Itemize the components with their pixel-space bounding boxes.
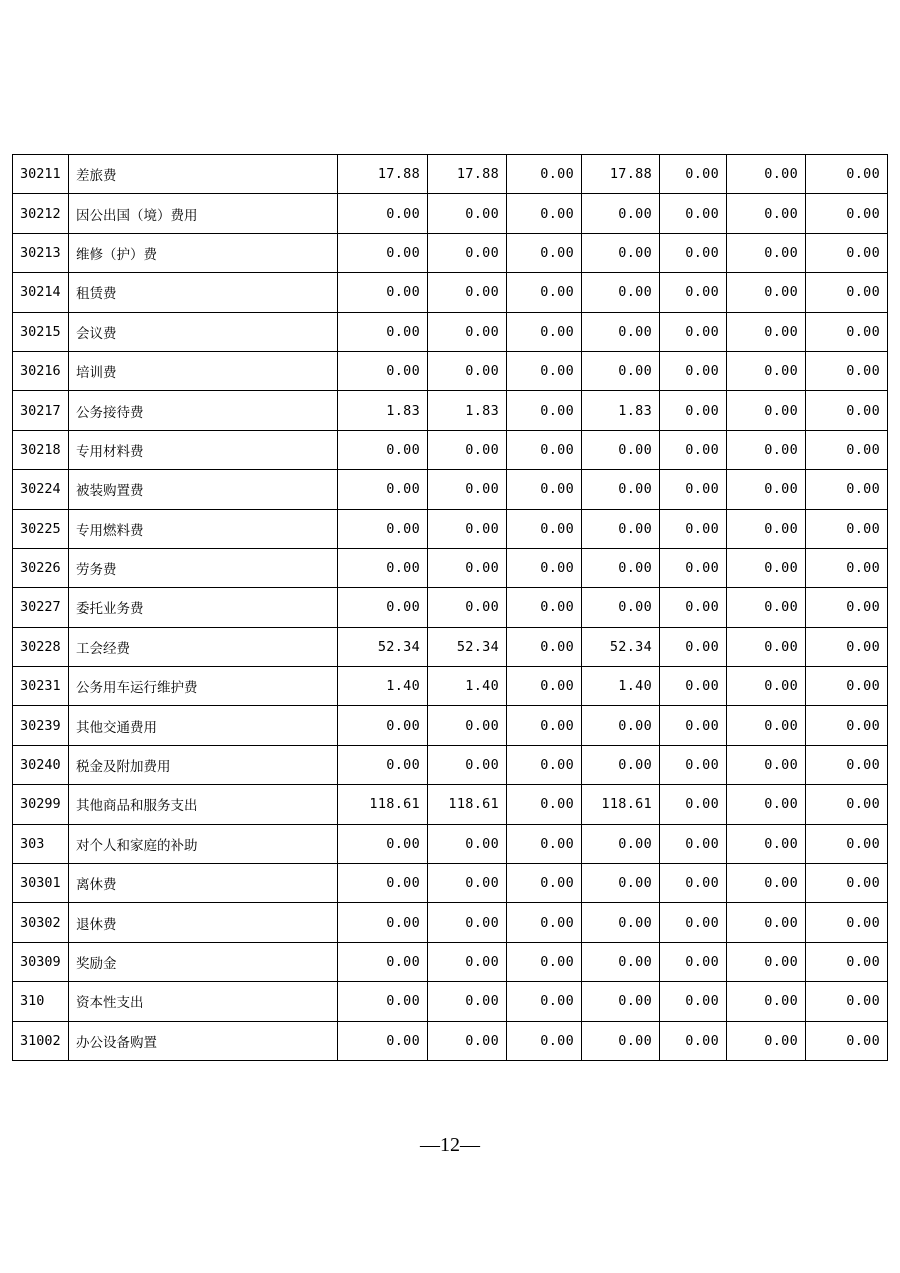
table-row: [13, 312, 888, 351]
amount-cell: 0.00: [806, 391, 888, 430]
account-name-cell: 被装购置费: [69, 470, 338, 509]
amount-cell: 0.00: [507, 942, 582, 981]
amount-cell: 0.00: [660, 430, 727, 469]
account-code-cell: 30217: [13, 391, 69, 430]
amount-cell: 0.00: [507, 194, 582, 233]
table-body: [13, 155, 888, 1061]
amount-cell: 0.00: [806, 155, 888, 194]
amount-cell: 52.34: [582, 627, 660, 666]
account-code-cell: 30224: [13, 470, 69, 509]
amount-cell: 0.00: [428, 430, 507, 469]
amount-cell: 0.00: [338, 470, 428, 509]
account-name-cell: 会议费: [69, 312, 338, 351]
table-row: [13, 430, 888, 469]
account-code-cell: 30214: [13, 273, 69, 312]
amount-cell: 0.00: [507, 155, 582, 194]
amount-cell: 0.00: [806, 509, 888, 548]
table-row: [13, 1021, 888, 1060]
account-code-cell: 303: [13, 824, 69, 863]
amount-cell: 0.00: [507, 667, 582, 706]
amount-cell: 0.00: [507, 1021, 582, 1060]
amount-cell: 0.00: [582, 1021, 660, 1060]
amount-cell: 0.00: [338, 903, 428, 942]
amount-cell: 0.00: [428, 273, 507, 312]
amount-cell: 0.00: [727, 233, 806, 272]
amount-cell: 0.00: [660, 706, 727, 745]
table-row: [13, 588, 888, 627]
account-name-cell: 公务接待费: [69, 391, 338, 430]
amount-cell: 0.00: [507, 509, 582, 548]
amount-cell: 0.00: [582, 982, 660, 1021]
amount-cell: 0.00: [338, 588, 428, 627]
amount-cell: 0.00: [727, 548, 806, 587]
amount-cell: 0.00: [582, 194, 660, 233]
account-code-cell: 30301: [13, 864, 69, 903]
amount-cell: 0.00: [806, 470, 888, 509]
amount-cell: 0.00: [582, 942, 660, 981]
amount-cell: 0.00: [507, 351, 582, 390]
amount-cell: 0.00: [806, 351, 888, 390]
amount-cell: 0.00: [582, 233, 660, 272]
amount-cell: 0.00: [428, 903, 507, 942]
amount-cell: 0.00: [507, 273, 582, 312]
amount-cell: 0.00: [806, 627, 888, 666]
amount-cell: 0.00: [582, 548, 660, 587]
account-name-cell: 对个人和家庭的补助: [69, 824, 338, 863]
amount-cell: 0.00: [727, 273, 806, 312]
amount-cell: 17.88: [582, 155, 660, 194]
amount-cell: 0.00: [727, 785, 806, 824]
amount-cell: 0.00: [660, 785, 727, 824]
table-row: [13, 194, 888, 233]
account-code-cell: 30212: [13, 194, 69, 233]
amount-cell: 0.00: [428, 942, 507, 981]
amount-cell: 1.40: [582, 667, 660, 706]
amount-cell: 0.00: [727, 509, 806, 548]
amount-cell: 0.00: [660, 903, 727, 942]
account-code-cell: 30225: [13, 509, 69, 548]
amount-cell: 0.00: [428, 1021, 507, 1060]
amount-cell: 0.00: [338, 548, 428, 587]
amount-cell: 0.00: [338, 273, 428, 312]
amount-cell: 0.00: [338, 430, 428, 469]
amount-cell: 0.00: [727, 627, 806, 666]
table-row: [13, 903, 888, 942]
amount-cell: 0.00: [338, 194, 428, 233]
amount-cell: 0.00: [660, 864, 727, 903]
amount-cell: 0.00: [806, 903, 888, 942]
account-name-cell: 差旅费: [69, 155, 338, 194]
amount-cell: 1.83: [582, 391, 660, 430]
amount-cell: 0.00: [660, 391, 727, 430]
amount-cell: 0.00: [507, 548, 582, 587]
account-name-cell: 离休费: [69, 864, 338, 903]
account-code-cell: 30302: [13, 903, 69, 942]
amount-cell: 0.00: [660, 745, 727, 784]
account-code-cell: 310: [13, 982, 69, 1021]
amount-cell: 0.00: [806, 588, 888, 627]
amount-cell: 0.00: [727, 194, 806, 233]
amount-cell: 0.00: [338, 351, 428, 390]
amount-cell: 0.00: [806, 233, 888, 272]
amount-cell: 0.00: [582, 588, 660, 627]
table-row: [13, 155, 888, 194]
amount-cell: 0.00: [660, 627, 727, 666]
amount-cell: 0.00: [660, 233, 727, 272]
amount-cell: 0.00: [428, 824, 507, 863]
account-name-cell: 资本性支出: [69, 982, 338, 1021]
amount-cell: 0.00: [507, 745, 582, 784]
amount-cell: 1.40: [338, 667, 428, 706]
amount-cell: 0.00: [428, 351, 507, 390]
account-name-cell: 公务用车运行维护费: [69, 667, 338, 706]
amount-cell: 0.00: [338, 824, 428, 863]
amount-cell: 0.00: [660, 824, 727, 863]
amount-cell: 0.00: [806, 667, 888, 706]
amount-cell: 0.00: [727, 667, 806, 706]
account-name-cell: 其他商品和服务支出: [69, 785, 338, 824]
amount-cell: 0.00: [660, 155, 727, 194]
amount-cell: 0.00: [727, 824, 806, 863]
amount-cell: 0.00: [428, 233, 507, 272]
amount-cell: 52.34: [338, 627, 428, 666]
amount-cell: 0.00: [428, 509, 507, 548]
account-name-cell: 奖励金: [69, 942, 338, 981]
amount-cell: 0.00: [428, 982, 507, 1021]
account-code-cell: 30239: [13, 706, 69, 745]
amount-cell: 0.00: [338, 864, 428, 903]
amount-cell: 52.34: [428, 627, 507, 666]
amount-cell: 0.00: [727, 155, 806, 194]
amount-cell: 0.00: [507, 312, 582, 351]
account-code-cell: 30215: [13, 312, 69, 351]
amount-cell: 0.00: [507, 470, 582, 509]
amount-cell: 0.00: [507, 627, 582, 666]
account-code-cell: 30231: [13, 667, 69, 706]
amount-cell: 0.00: [507, 588, 582, 627]
amount-cell: 0.00: [428, 312, 507, 351]
amount-cell: 0.00: [507, 706, 582, 745]
amount-cell: 0.00: [806, 824, 888, 863]
amount-cell: 0.00: [428, 745, 507, 784]
account-code-cell: 30227: [13, 588, 69, 627]
table-row: [13, 233, 888, 272]
amount-cell: 0.00: [338, 706, 428, 745]
amount-cell: 0.00: [507, 864, 582, 903]
page-number: —12—: [420, 1134, 480, 1156]
amount-cell: 0.00: [582, 470, 660, 509]
amount-cell: 0.00: [806, 194, 888, 233]
table-row: [13, 509, 888, 548]
amount-cell: 0.00: [660, 588, 727, 627]
amount-cell: 0.00: [507, 982, 582, 1021]
table-row: [13, 351, 888, 390]
amount-cell: 0.00: [806, 864, 888, 903]
table-row: [13, 785, 888, 824]
account-name-cell: 专用材料费: [69, 430, 338, 469]
amount-cell: 0.00: [806, 273, 888, 312]
budget-expense-table: [12, 154, 888, 1061]
table-row: [13, 667, 888, 706]
amount-cell: 0.00: [338, 233, 428, 272]
amount-cell: 0.00: [727, 351, 806, 390]
amount-cell: 0.00: [806, 942, 888, 981]
account-name-cell: 其他交通费用: [69, 706, 338, 745]
account-code-cell: 30216: [13, 351, 69, 390]
amount-cell: 0.00: [507, 391, 582, 430]
amount-cell: 17.88: [428, 155, 507, 194]
account-name-cell: 退休费: [69, 903, 338, 942]
amount-cell: 0.00: [727, 391, 806, 430]
table-row: [13, 824, 888, 863]
amount-cell: 0.00: [727, 903, 806, 942]
amount-cell: 0.00: [727, 745, 806, 784]
amount-cell: 0.00: [338, 745, 428, 784]
amount-cell: 0.00: [428, 588, 507, 627]
account-code-cell: 30213: [13, 233, 69, 272]
table-row: [13, 745, 888, 784]
account-name-cell: 因公出国（境）费用: [69, 194, 338, 233]
table-row: [13, 982, 888, 1021]
account-code-cell: 30309: [13, 942, 69, 981]
table-row: [13, 942, 888, 981]
amount-cell: 0.00: [582, 312, 660, 351]
account-name-cell: 维修（护）费: [69, 233, 338, 272]
amount-cell: 0.00: [727, 430, 806, 469]
table-row: [13, 391, 888, 430]
table-row: [13, 470, 888, 509]
amount-cell: 0.00: [428, 706, 507, 745]
amount-cell: 1.83: [338, 391, 428, 430]
table-row: [13, 273, 888, 312]
amount-cell: 0.00: [660, 509, 727, 548]
amount-cell: 0.00: [582, 745, 660, 784]
table-row: [13, 627, 888, 666]
amount-cell: 0.00: [660, 470, 727, 509]
account-code-cell: 30240: [13, 745, 69, 784]
amount-cell: 0.00: [582, 824, 660, 863]
account-name-cell: 培训费: [69, 351, 338, 390]
amount-cell: 0.00: [338, 942, 428, 981]
table-row: [13, 548, 888, 587]
amount-cell: 0.00: [660, 982, 727, 1021]
amount-cell: 0.00: [582, 903, 660, 942]
amount-cell: 17.88: [338, 155, 428, 194]
amount-cell: 0.00: [806, 745, 888, 784]
account-name-cell: 委托业务费: [69, 588, 338, 627]
amount-cell: 0.00: [806, 1021, 888, 1060]
amount-cell: 0.00: [507, 785, 582, 824]
amount-cell: 0.00: [582, 509, 660, 548]
amount-cell: 0.00: [806, 785, 888, 824]
account-name-cell: 工会经费: [69, 627, 338, 666]
amount-cell: 0.00: [660, 548, 727, 587]
account-name-cell: 办公设备购置: [69, 1021, 338, 1060]
amount-cell: 0.00: [660, 942, 727, 981]
amount-cell: 0.00: [660, 273, 727, 312]
amount-cell: 0.00: [582, 706, 660, 745]
amount-cell: 0.00: [806, 706, 888, 745]
amount-cell: 0.00: [582, 273, 660, 312]
amount-cell: 0.00: [660, 1021, 727, 1060]
account-name-cell: 税金及附加费用: [69, 745, 338, 784]
amount-cell: 0.00: [727, 864, 806, 903]
amount-cell: 0.00: [660, 312, 727, 351]
table-row: [13, 864, 888, 903]
amount-cell: 1.83: [428, 391, 507, 430]
amount-cell: 0.00: [660, 667, 727, 706]
amount-cell: 0.00: [727, 706, 806, 745]
amount-cell: 0.00: [507, 430, 582, 469]
amount-cell: 0.00: [507, 824, 582, 863]
amount-cell: 0.00: [338, 1021, 428, 1060]
amount-cell: 118.61: [582, 785, 660, 824]
amount-cell: 0.00: [727, 588, 806, 627]
account-code-cell: 30228: [13, 627, 69, 666]
account-code-cell: 30211: [13, 155, 69, 194]
table-row: [13, 706, 888, 745]
amount-cell: 0.00: [582, 864, 660, 903]
amount-cell: 118.61: [338, 785, 428, 824]
amount-cell: 0.00: [727, 1021, 806, 1060]
amount-cell: 0.00: [507, 233, 582, 272]
budget-table-container: [12, 154, 887, 1061]
amount-cell: 0.00: [338, 312, 428, 351]
amount-cell: 0.00: [806, 312, 888, 351]
amount-cell: 0.00: [727, 470, 806, 509]
account-code-cell: 30299: [13, 785, 69, 824]
account-code-cell: 31002: [13, 1021, 69, 1060]
amount-cell: 0.00: [507, 903, 582, 942]
amount-cell: 0.00: [727, 312, 806, 351]
amount-cell: 0.00: [660, 351, 727, 390]
amount-cell: 0.00: [806, 430, 888, 469]
amount-cell: 0.00: [727, 982, 806, 1021]
amount-cell: 0.00: [428, 194, 507, 233]
amount-cell: 0.00: [806, 548, 888, 587]
account-name-cell: 专用燃料费: [69, 509, 338, 548]
amount-cell: 118.61: [428, 785, 507, 824]
amount-cell: 0.00: [428, 470, 507, 509]
amount-cell: 0.00: [338, 509, 428, 548]
amount-cell: 0.00: [428, 864, 507, 903]
amount-cell: 0.00: [806, 982, 888, 1021]
amount-cell: 0.00: [428, 548, 507, 587]
account-code-cell: 30218: [13, 430, 69, 469]
amount-cell: 1.40: [428, 667, 507, 706]
amount-cell: 0.00: [582, 430, 660, 469]
amount-cell: 0.00: [582, 351, 660, 390]
account-code-cell: 30226: [13, 548, 69, 587]
account-name-cell: 租赁费: [69, 273, 338, 312]
amount-cell: 0.00: [338, 982, 428, 1021]
account-name-cell: 劳务费: [69, 548, 338, 587]
amount-cell: 0.00: [727, 942, 806, 981]
amount-cell: 0.00: [660, 194, 727, 233]
